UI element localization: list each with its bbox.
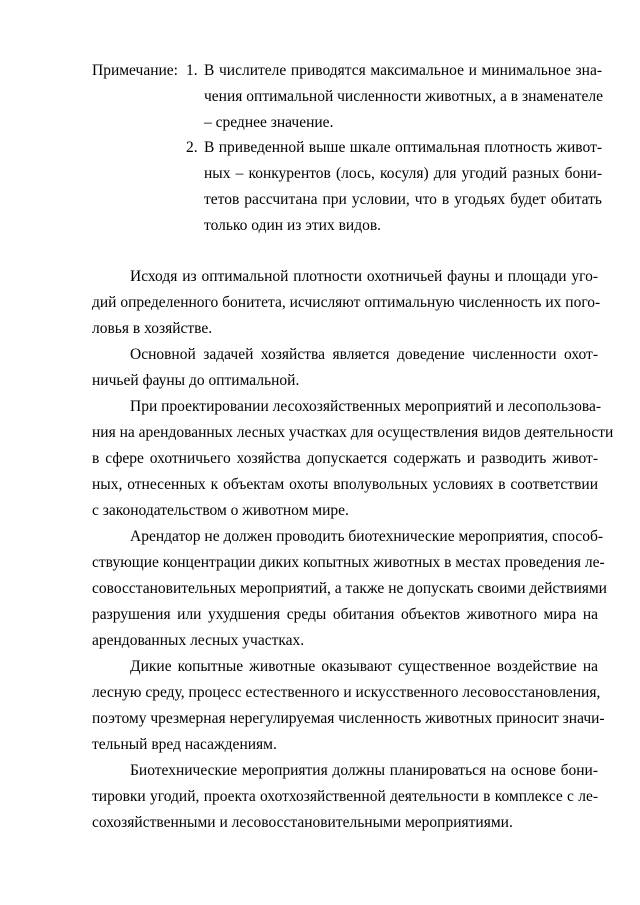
note-line: чения оптимальной численности животных, а в знаменателе — [204, 88, 603, 105]
note-item-number: 1. — [186, 62, 198, 79]
paragraph-line: Исходя из оптимальной плотности охотничьей фауны и площади уго- — [130, 268, 598, 285]
note-item-number: 2. — [186, 139, 198, 156]
note-line: – среднее значение. — [204, 114, 334, 131]
paragraph-line: дий определенного бонитета, исчисляют оптимальную численность их пого- — [92, 294, 601, 311]
note-line: В числителе приводятся максимальное и минимальное зна- — [204, 62, 602, 79]
note-line: В приведенной выше шкале оптимальная плотность живот- — [204, 139, 602, 156]
paragraph-line: арендованных лесных участках. — [92, 632, 305, 649]
paragraph-line: ных, отнесенных к объектам охоты вполувольных условиях в соответствии — [92, 476, 598, 493]
paragraph-line: ловья в хозяйстве. — [92, 320, 213, 337]
note-line: ных – конкурентов (лось, косуля) для угодий разных бони- — [204, 165, 602, 182]
paragraph-line: При проектировании лесохозяйственных мероприятий и лесопользова- — [130, 398, 601, 415]
paragraph-line: Основной задачей хозяйства является доведение численности охот- — [130, 346, 598, 363]
paragraph-line: совосстановительных мероприятий, а также не допускать своими действиями — [92, 580, 607, 597]
paragraph-line: лесную среду, процесс естественного и искусственного лесовосстановления, — [92, 684, 601, 701]
note-label: Примечание: — [92, 62, 178, 79]
paragraph-line: сохозяйственными и лесовосстановительными мероприятиями. — [92, 814, 513, 831]
paragraph-line: Арендатор не должен проводить биотехнические мероприятия, способ- — [130, 528, 604, 545]
paragraph-line: в сфере охотничьего хозяйства допускается содержать и разводить живот- — [92, 450, 598, 467]
paragraph-line: с законодательством о животном мире. — [92, 502, 349, 519]
paragraph-line: разрушения или ухудшения среды обитания объектов животного мира на — [92, 606, 598, 623]
paragraph-line: Биотехнические мероприятия должны планироваться на основе бони- — [130, 762, 598, 779]
paragraph-line: ния на арендованных лесных участках для осуществления видов деятельности — [92, 424, 614, 441]
paragraph-line: поэтому чрезмерная нерегулируемая численность животных приносит значи- — [92, 710, 605, 727]
note-line: тетов рассчитана при условии, что в угодьях будет обитать — [204, 191, 602, 208]
note-line: только один из этих видов. — [204, 217, 382, 234]
paragraph-line: ничьей фауны до оптимальной. — [92, 372, 300, 389]
paragraph-line: тельный вред насаждениям. — [92, 736, 277, 753]
paragraph-line: Дикие копытные животные оказывают существенное воздействие на — [130, 658, 598, 675]
paragraph-line: тировки угодий, проекта охотхозяйственной деятельности в комплексе с ле- — [92, 788, 598, 805]
paragraph-line: ствующие концентрации диких копытных животных в местах проведения ле- — [92, 554, 605, 571]
